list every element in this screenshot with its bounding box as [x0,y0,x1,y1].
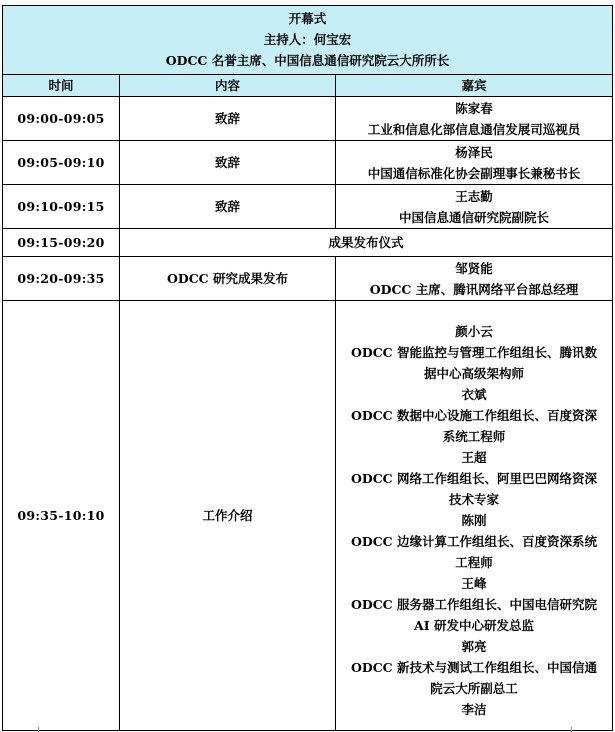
guest-title: 工程师 [455,555,493,570]
guest-name: 衣斌 [461,387,487,402]
guest-name: 李洁 [461,702,487,717]
time-cell: 09:20-09:35 [3,257,120,301]
guest-title: 据中心高级架构师 [423,366,524,381]
guest-name: 王志勤 [455,188,493,204]
time-cell: 09:00-09:05 [3,97,120,141]
column-header-row [3,75,613,97]
table-row [3,229,613,257]
guest-title: ODCC 新技术与测试工作组组长、中国信通 [351,660,597,675]
guest-name: 颜小云 [455,324,493,339]
guest-name: 陈家春 [455,100,493,116]
guest-list-cell [336,301,613,731]
guest-title: 中国信息通信研究院副院长 [398,209,549,225]
table-row [3,185,613,229]
guest-title: AI 研发中心研发总监 [414,618,534,633]
page-edge-mark [571,727,572,732]
guest-name: 王峰 [461,576,487,591]
session-host-title: ODCC 名誉主席、中国信息通信研究院云大所所长 [165,53,450,68]
guest-title: 中国通信标准化协会副理事长兼秘书长 [367,165,581,181]
agenda-table [2,5,613,731]
guest-name: 郭亮 [461,639,487,654]
guest-title: ODCC 数据中心设施工作组组长、百度资深 [351,408,597,423]
table-row [3,141,613,185]
guest-cell [336,185,613,229]
time-cell: 09:05-09:10 [3,141,120,185]
column-header-time: 时间 [3,75,120,97]
time-cell: 09:35-10:10 [3,301,120,731]
content-cell: 致辞 [120,97,336,141]
guest-title: ODCC 智能监控与管理工作组组长、腾讯数 [351,345,597,360]
time-cell: 09:10-09:15 [3,185,120,229]
session-host: 主持人：何宝宏 [263,32,352,47]
ceremony-cell: 成果发布仪式 [120,229,613,257]
guest-cell [336,141,613,185]
header-row [3,6,613,75]
content-cell: 致辞 [120,185,336,229]
guest-name: 陈刚 [461,513,487,528]
content-cell: ODCC 研究成果发布 [120,257,336,301]
guest-cell [336,257,613,301]
column-header-guests: 嘉宾 [336,75,613,97]
content-cell: 致辞 [120,141,336,185]
guest-name: 邹贤能 [455,260,493,276]
table-row [3,257,613,301]
table-row [3,97,613,141]
session-title: 开幕式 [288,11,327,26]
guest-cell [336,97,613,141]
content-cell: 工作介绍 [120,301,336,731]
guest-title: ODCC 主席、腾讯网络平台部总经理 [369,281,579,297]
guest-title: 工业和信息化部信息通信发展司巡视员 [367,121,581,137]
page-edge-mark [38,727,39,732]
header-cell [3,6,613,75]
table-row [3,301,613,731]
guest-title: 系统工程师 [442,429,506,444]
time-cell: 09:15-09:20 [3,229,120,257]
guest-title: ODCC 网络工作组组长、阿里巴巴网络资深 [351,471,597,486]
guest-title: 院云大所副总工 [430,681,518,696]
column-header-content: 内容 [120,75,336,97]
guest-name: 王超 [461,450,487,465]
guest-title: ODCC 服务器工作组组长、中国电信研究院 [351,597,597,612]
guest-name: 杨泽民 [455,144,493,160]
guest-title: ODCC 边缘计算工作组组长、百度资深系统 [351,534,597,549]
guest-title: 技术专家 [448,492,499,507]
